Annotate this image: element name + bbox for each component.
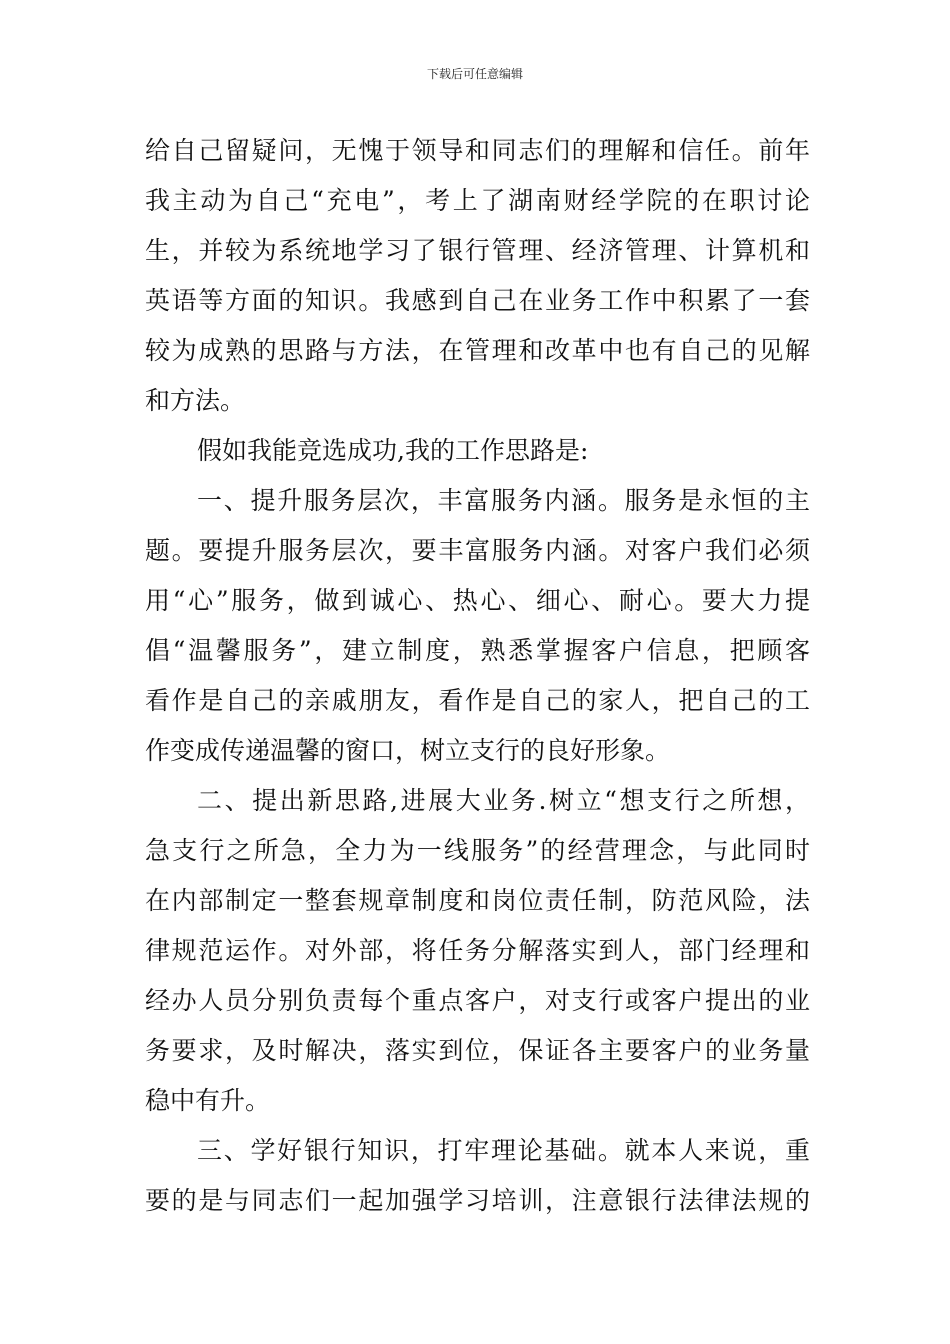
- text-line: 生，并较为系统地学习了银行管理、经济管理、计算机和: [145, 236, 810, 265]
- body-text: [145, 126, 810, 1226]
- text-line: 三、学好银行知识，打牢理论基础。就本人来说，重: [197, 1136, 810, 1165]
- text-line: 在内部制定一整套规章制度和岗位责任制，防范风险，法: [145, 886, 810, 915]
- text-line: 律规范运作。对外部，将任务分解落实到人，部门经理和: [145, 936, 810, 965]
- text-line: 假如我能竞选成功,我的工作思路是:: [197, 436, 589, 465]
- text-line: 二、提出新思路,进展大业务.树立“想支行之所想，: [197, 786, 810, 815]
- text-line: 和方法。: [145, 386, 246, 415]
- text-line: 英语等方面的知识。我感到自己在业务工作中积累了一套: [145, 286, 810, 315]
- text-line: 务要求，及时解决，落实到位，保证各主要客户的业务量: [145, 1036, 810, 1065]
- text-line: 作变成传递温馨的窗口，树立支行的良好形象。: [145, 736, 671, 765]
- text-line: 倡“温馨服务”，建立制度，熟悉掌握客户信息，把顾客: [145, 636, 810, 665]
- text-line: 要的是与同志们一起加强学习培训，注意银行法律法规的: [145, 1186, 810, 1215]
- text-line: 题。要提升服务层次，要丰富服务内涵。对客户我们必须: [145, 536, 810, 565]
- text-line: 一、提升服务层次，丰富服务内涵。服务是永恒的主: [197, 486, 810, 515]
- text-line: 急支行之所急，全力为一线服务”的经营理念，与此同时: [145, 836, 810, 865]
- page-header: 下载后可任意编辑: [426, 67, 523, 81]
- text-line: 给自己留疑问，无愧于领导和同志们的理解和信任。前年: [145, 136, 810, 165]
- text-line: 看作是自己的亲戚朋友，看作是自己的家人，把自己的工: [145, 686, 810, 715]
- text-line: 稳中有升。: [145, 1086, 271, 1115]
- text-line: 我主动为自己“充电”，考上了湖南财经学院的在职讨论: [145, 186, 810, 215]
- text-line: 经办人员分别负责每个重点客户，对支行或客户提出的业: [145, 986, 810, 1015]
- text-line: 较为成熟的思路与方法，在管理和改革中也有自己的见解: [145, 336, 810, 365]
- text-line: 用“心”服务，做到诚心、热心、细心、耐心。要大力提: [145, 586, 810, 615]
